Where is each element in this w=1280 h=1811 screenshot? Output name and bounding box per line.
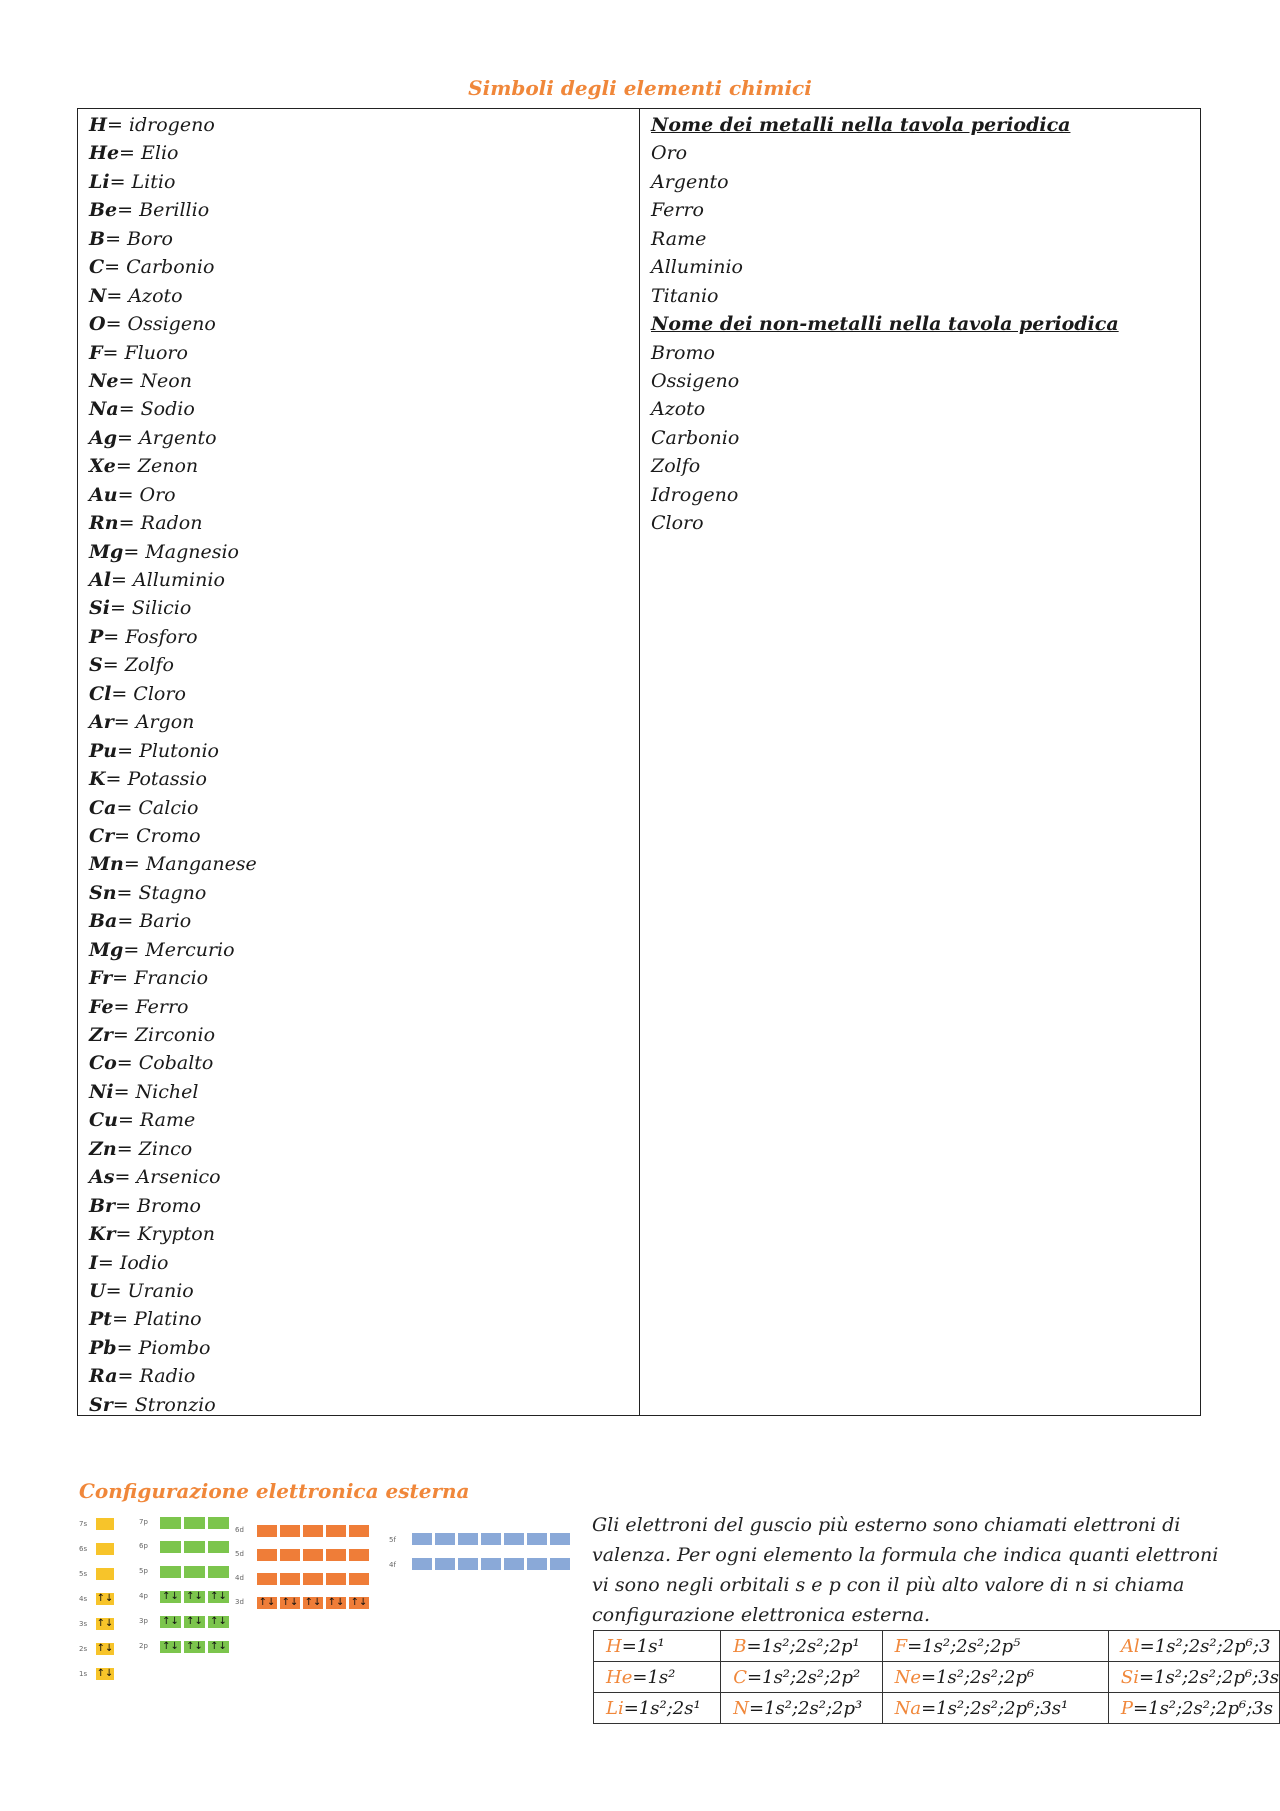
- element-symbol: He: [89, 142, 120, 165]
- orbital-box: ↑↓: [348, 1596, 370, 1610]
- metals-item: Oro: [651, 142, 688, 165]
- orbital-box: [95, 1542, 115, 1556]
- orbital-box: [302, 1548, 324, 1562]
- config-formula: =1s²;2s²;2p⁶;3: [1139, 1635, 1271, 1657]
- orbital-box: ↑↓: [325, 1596, 347, 1610]
- config-formula: =1s²;2s²;2p⁶;3s: [1139, 1666, 1279, 1688]
- nonmetals-item: Azoto: [651, 398, 706, 421]
- element-row: [89, 168, 639, 196]
- element-name: = Fluoro: [102, 341, 188, 364]
- orbital-label: 6s: [79, 1545, 88, 1553]
- orbital-box: ↑↓: [159, 1615, 182, 1629]
- element-name: = Potassio: [105, 768, 207, 791]
- config-formula: =1s²;2s²;2p¹: [746, 1635, 860, 1657]
- config-formula: =1s²;2s²;2p³: [749, 1697, 863, 1719]
- element-symbol: Zn: [89, 1137, 117, 1160]
- configuration-cell: [594, 1662, 721, 1693]
- metals-nonmetals-column: [640, 109, 1200, 1415]
- orbital-label: 2p: [139, 1642, 148, 1650]
- orbital-box: [256, 1572, 278, 1586]
- element-symbol: Ba: [89, 910, 118, 933]
- element-name: = Mercurio: [123, 938, 235, 961]
- element-symbol: Mg: [89, 540, 124, 563]
- config-formula: =1s²: [632, 1666, 676, 1688]
- element-name: = Oro: [117, 483, 176, 506]
- element-name: = Argon: [113, 711, 195, 734]
- configuration-cell: [721, 1631, 882, 1662]
- orbital-diagram: [79, 1510, 599, 1679]
- element-symbol: Ne: [89, 369, 119, 392]
- element-name: = Litio: [109, 170, 176, 193]
- config-element: C: [733, 1666, 748, 1688]
- orbital-box: [503, 1532, 525, 1546]
- element-symbol: I: [89, 1251, 98, 1274]
- element-symbol: Rn: [89, 512, 119, 535]
- orbital-box: [526, 1557, 548, 1571]
- orbital-label: 6p: [139, 1542, 148, 1550]
- element-row: [89, 737, 639, 765]
- orbital-box: ↑↓: [279, 1596, 301, 1610]
- element-row: [89, 566, 639, 594]
- orbital-box: ↑↓: [159, 1640, 182, 1654]
- element-name: = Francio: [112, 967, 209, 990]
- config-formula: =1s²;2s²;2p²: [747, 1666, 861, 1688]
- element-symbol: Be: [89, 199, 118, 222]
- element-name: = Stagno: [116, 881, 207, 904]
- config-element: B: [733, 1635, 747, 1657]
- orbital-label: 3p: [139, 1617, 148, 1625]
- element-name: = Plutonio: [117, 739, 219, 762]
- orbital-label: 3s: [79, 1620, 88, 1628]
- element-name: = Manganese: [123, 853, 257, 876]
- orbital-box: [325, 1524, 347, 1538]
- element-symbol: C: [89, 256, 105, 279]
- config-formula: =1s²;2s²;2p⁵: [907, 1635, 1021, 1657]
- config-element: Ne: [894, 1666, 921, 1688]
- config-element: P: [1120, 1697, 1134, 1719]
- configuration-cell: [882, 1693, 1108, 1724]
- element-symbol: S: [89, 654, 103, 677]
- element-name: = Ossigeno: [105, 313, 216, 336]
- orbital-label: 4p: [139, 1592, 148, 1600]
- element-name: = Zenon: [115, 455, 199, 478]
- nonmetals-item: Ossigeno: [651, 369, 740, 392]
- element-row: [89, 1049, 639, 1077]
- element-row: [89, 509, 639, 537]
- element-row: [89, 253, 639, 281]
- element-row: [89, 1220, 639, 1248]
- element-row: [89, 822, 639, 850]
- element-name: = Piombo: [116, 1336, 211, 1359]
- element-row: [89, 936, 639, 964]
- element-row: [89, 452, 639, 480]
- metals-item: Argento: [651, 170, 729, 193]
- orbital-box: ↑↓: [302, 1596, 324, 1610]
- orbital-box: [279, 1548, 301, 1562]
- element-symbol: Co: [89, 1052, 117, 1075]
- element-symbol: Li: [89, 170, 110, 193]
- element-name: = Zolfo: [102, 654, 174, 677]
- element-symbol: U: [89, 1279, 106, 1302]
- orbital-box: ↑↓: [96, 1668, 114, 1679]
- element-symbol: Pu: [89, 739, 118, 762]
- element-symbol: Pt: [89, 1308, 113, 1331]
- orbital-label: 4d: [235, 1574, 244, 1582]
- nonmetals-item: Idrogeno: [651, 483, 739, 506]
- element-name: = Platino: [112, 1308, 202, 1331]
- element-symbol: Au: [89, 483, 118, 506]
- configuration-cell: [721, 1662, 882, 1693]
- element-name: = Krypton: [115, 1223, 215, 1246]
- configuration-cell: [1108, 1693, 1279, 1724]
- element-symbol: Cu: [89, 1109, 118, 1132]
- orbital-box: [159, 1516, 182, 1530]
- element-name: = Fosforo: [103, 625, 198, 648]
- element-name: = Neon: [118, 369, 192, 392]
- element-symbol: Zr: [89, 1024, 113, 1046]
- orbital-box: [302, 1524, 324, 1538]
- element-name: = idrogeno: [106, 114, 215, 136]
- element-symbol: B: [89, 227, 106, 250]
- orbital-box: [183, 1540, 206, 1554]
- element-symbol: Mn: [89, 853, 124, 876]
- element-row: [89, 708, 639, 736]
- nonmetals-item: Cloro: [651, 512, 704, 535]
- element-symbol: Ra: [89, 1365, 118, 1388]
- element-name: = Zirconio: [112, 1024, 216, 1046]
- orbital-box: [411, 1532, 433, 1546]
- orbital-box: ↑↓: [96, 1593, 114, 1604]
- orbital-box: [207, 1565, 230, 1579]
- orbital-box: [457, 1557, 479, 1571]
- element-symbol: Fr: [89, 967, 113, 990]
- orbital-label: 2s: [79, 1645, 88, 1653]
- orbital-box: [549, 1532, 571, 1546]
- element-row: [89, 1277, 639, 1305]
- nonmetals-heading: Nome dei non-metalli nella tavola periodica: [651, 313, 1119, 336]
- element-row: [89, 196, 639, 224]
- orbital-box: ↑↓: [207, 1640, 230, 1654]
- element-row: [89, 481, 639, 509]
- element-symbol: Na: [89, 398, 119, 421]
- orbital-label: 5d: [235, 1550, 244, 1558]
- element-row: [89, 907, 639, 935]
- configuration-cell: [721, 1693, 882, 1724]
- orbital-box: [348, 1524, 370, 1538]
- element-symbol: Sn: [89, 881, 117, 904]
- metals-heading: Nome dei metalli nella tavola periodica: [651, 114, 1071, 136]
- orbital-label: 4f: [389, 1561, 396, 1569]
- orbital-box: [549, 1557, 571, 1571]
- orbital-box: [457, 1532, 479, 1546]
- configuration-row: [594, 1693, 1280, 1724]
- orbital-box: ↑↓: [183, 1590, 206, 1604]
- orbital-box: [325, 1548, 347, 1562]
- orbital-box: ↑↓: [207, 1615, 230, 1629]
- orbital-box: [526, 1532, 548, 1546]
- element-name: = Azoto: [106, 284, 183, 307]
- orbital-box: [325, 1572, 347, 1586]
- config-element: He: [606, 1666, 633, 1688]
- metals-item: Titanio: [651, 284, 719, 307]
- element-row: [89, 879, 639, 907]
- nonmetals-list: [651, 339, 1200, 538]
- element-name: = Cloro: [111, 682, 186, 705]
- orbital-box: [207, 1540, 230, 1554]
- element-row: [89, 310, 639, 338]
- orbital-box: [159, 1540, 182, 1554]
- element-row: [89, 1305, 639, 1333]
- orbital-box: [256, 1524, 278, 1538]
- element-symbol: Sr: [89, 1393, 113, 1416]
- element-name: = Bromo: [115, 1194, 201, 1217]
- orbital-box: [434, 1532, 456, 1546]
- orbital-box: [480, 1532, 502, 1546]
- element-name: = Iodio: [97, 1251, 169, 1274]
- element-symbol: As: [89, 1166, 115, 1189]
- orbital-box: [95, 1567, 115, 1581]
- configuration-cell: [882, 1662, 1108, 1693]
- valence-paragraph: Gli elettroni del guscio più esterno sono chiamati elettroni di valenza. Per ogni elemento la formula che indica quanti elettroni vi sono negli orbitali s e p con il più alto valore di n si chiama configurazione elettronica esterna.: [592, 1514, 1219, 1626]
- element-symbol: P: [89, 625, 104, 648]
- config-element: H: [606, 1635, 622, 1657]
- config-formula: =1s²;2s²;2p⁶: [920, 1666, 1035, 1688]
- element-name: = Calcio: [116, 796, 199, 819]
- element-row: [89, 1249, 639, 1277]
- element-row: [89, 964, 639, 992]
- orbital-box: [302, 1572, 324, 1586]
- element-row: [89, 1362, 639, 1390]
- config-element: Li: [606, 1697, 624, 1719]
- elements-table: [77, 108, 1201, 1416]
- orbital-box: [183, 1565, 206, 1579]
- element-name: = Rame: [117, 1109, 196, 1132]
- element-symbol: F: [89, 341, 103, 364]
- element-row: [89, 282, 639, 310]
- orbital-box: [183, 1516, 206, 1530]
- element-symbol: N: [89, 284, 107, 307]
- element-row: [89, 623, 639, 651]
- orbital-box: [159, 1565, 182, 1579]
- metals-item: Alluminio: [651, 256, 743, 279]
- orbital-label: 5s: [79, 1570, 88, 1578]
- element-name: = Nichel: [113, 1080, 199, 1103]
- orbital-label: 3d: [235, 1598, 244, 1606]
- element-symbol: Cl: [89, 682, 112, 705]
- config-element: Na: [894, 1697, 922, 1719]
- element-name: = Silicio: [109, 597, 192, 620]
- orbital-box: [279, 1572, 301, 1586]
- element-name: = Berillio: [117, 199, 210, 222]
- orbital-box: ↑↓: [96, 1618, 114, 1629]
- config-element: F: [894, 1635, 908, 1657]
- element-row: [89, 1334, 639, 1362]
- orbital-box: ↑↓: [256, 1596, 278, 1610]
- config-formula: =1s²;2s²;2p⁶;3s: [1133, 1697, 1273, 1719]
- element-row: [89, 1163, 639, 1191]
- element-row: [89, 794, 639, 822]
- element-row: [89, 367, 639, 395]
- orbital-box: ↑↓: [96, 1643, 114, 1654]
- element-symbol: Ni: [89, 1080, 114, 1103]
- orbital-box: ↑↓: [183, 1615, 206, 1629]
- element-name: = Arsenico: [114, 1166, 221, 1189]
- element-name: = Boro: [105, 227, 173, 250]
- element-row: [89, 139, 639, 167]
- element-name: = Radon: [118, 512, 203, 535]
- element-row: [89, 339, 639, 367]
- element-row: [89, 594, 639, 622]
- config-formula: =1s²;2s¹: [623, 1697, 701, 1719]
- configuration-cell: [594, 1693, 721, 1724]
- configuration-table: [593, 1630, 1280, 1724]
- element-symbol: Cr: [89, 824, 115, 847]
- configuration-row: [594, 1662, 1280, 1693]
- nonmetals-item: Bromo: [651, 341, 715, 364]
- element-name: = Radio: [117, 1365, 196, 1388]
- element-symbol: Br: [89, 1194, 116, 1217]
- configuration-cell: [1108, 1662, 1279, 1693]
- metals-list: [651, 139, 1200, 310]
- element-row: [89, 1078, 639, 1106]
- element-name: = Argento: [117, 426, 217, 449]
- nonmetals-item: Zolfo: [651, 455, 701, 478]
- orbital-label: 7p: [139, 1518, 148, 1526]
- element-symbol: Xe: [89, 455, 116, 478]
- element-symbol: Al: [89, 569, 111, 591]
- configuration-cell: [594, 1631, 721, 1662]
- metals-item: Ferro: [651, 199, 704, 222]
- element-row: [89, 395, 639, 423]
- element-row: [89, 1021, 639, 1049]
- element-name: = Elio: [119, 142, 179, 165]
- element-name: = Uranio: [105, 1279, 194, 1302]
- element-row: [89, 651, 639, 679]
- config-element: Al: [1120, 1635, 1140, 1657]
- orbital-box: ↑↓: [159, 1590, 182, 1604]
- element-row: [89, 1391, 639, 1419]
- element-name: = Cobalto: [116, 1052, 214, 1075]
- metals-item: Rame: [651, 227, 707, 250]
- element-row: [89, 1135, 639, 1163]
- element-symbol: Fe: [89, 995, 114, 1018]
- element-row: [89, 765, 639, 793]
- element-symbol: Ag: [89, 426, 118, 449]
- orbital-label: 4s: [79, 1595, 88, 1603]
- orbital-box: [503, 1557, 525, 1571]
- element-row: [89, 1192, 639, 1220]
- orbital-box: [207, 1516, 230, 1530]
- element-symbol: H: [89, 114, 107, 136]
- page-title: Simboli degli elementi chimici: [468, 76, 812, 100]
- element-symbol: Pb: [89, 1336, 117, 1359]
- element-row: [89, 424, 639, 452]
- orbital-box: ↑↓: [207, 1590, 230, 1604]
- element-symbol: O: [89, 313, 106, 336]
- orbital-box: [411, 1557, 433, 1571]
- config-formula: =1s¹: [621, 1635, 665, 1657]
- orbital-box: [348, 1572, 370, 1586]
- element-name: = Cromo: [114, 824, 201, 847]
- element-name: = Ferro: [113, 995, 189, 1018]
- config-element: Si: [1120, 1666, 1139, 1688]
- element-row: [89, 993, 639, 1021]
- orbital-box: [95, 1517, 115, 1531]
- element-name: = Zinco: [116, 1137, 193, 1160]
- element-symbol: Ca: [89, 796, 117, 819]
- element-symbols-column: [78, 109, 640, 1415]
- element-symbol: Kr: [89, 1223, 116, 1246]
- element-symbol: Mg: [89, 938, 124, 961]
- element-name: = Stronzio: [112, 1393, 216, 1416]
- configuration-cell: [882, 1631, 1108, 1662]
- element-row: [89, 680, 639, 708]
- orbital-label: 6d: [235, 1526, 244, 1534]
- element-symbol: K: [89, 768, 106, 791]
- config-element: N: [733, 1697, 749, 1719]
- element-row: [89, 1106, 639, 1134]
- configuration-row: [594, 1631, 1280, 1662]
- element-name: = Alluminio: [110, 569, 225, 591]
- element-row: [89, 225, 639, 253]
- element-name: = Bario: [117, 910, 192, 933]
- orbital-box: [348, 1548, 370, 1562]
- orbital-label: 5f: [389, 1536, 396, 1544]
- element-row: [89, 111, 639, 139]
- orbital-box: [279, 1524, 301, 1538]
- orbital-box: [480, 1557, 502, 1571]
- element-symbol: Si: [89, 597, 110, 620]
- element-row: [89, 850, 639, 878]
- configuration-cell: [1108, 1631, 1279, 1662]
- element-name: = Carbonio: [104, 256, 215, 279]
- orbital-label: 1s: [79, 1670, 88, 1678]
- orbital-box: [256, 1548, 278, 1562]
- nonmetals-item: Carbonio: [651, 426, 740, 449]
- element-symbol: Ar: [89, 711, 114, 734]
- orbital-box: ↑↓: [183, 1640, 206, 1654]
- element-name: = Magnesio: [123, 540, 239, 563]
- config-formula: =1s²;2s²;2p⁶;3s¹: [921, 1697, 1069, 1719]
- config-section-title: Configurazione elettronica esterna: [79, 1479, 470, 1503]
- orbital-label: 7s: [79, 1520, 88, 1528]
- orbital-label: 5p: [139, 1567, 148, 1575]
- element-name: = Sodio: [118, 398, 195, 421]
- element-row: [89, 538, 639, 566]
- orbital-box: [434, 1557, 456, 1571]
